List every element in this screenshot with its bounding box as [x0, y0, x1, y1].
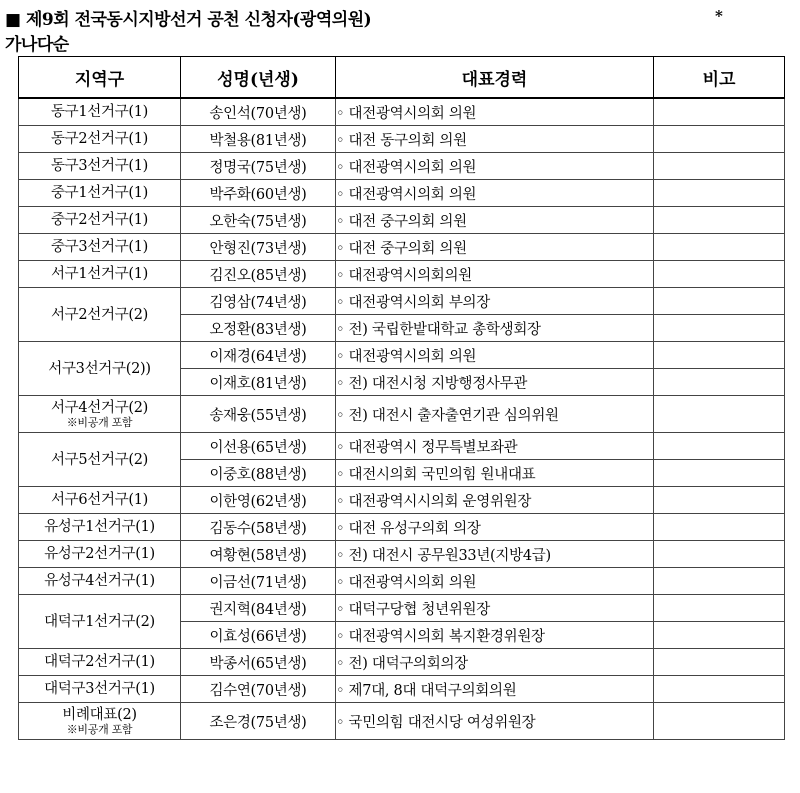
district-label: 대덕구3선거구(1) [44, 681, 155, 697]
district-label: 대덕구2선거구(1) [44, 654, 155, 670]
remarks-cell [654, 234, 785, 261]
candidate-name: 박종서(65년생) [181, 649, 336, 676]
district-cell [19, 487, 181, 514]
candidate-career: ◦ 대전 중구의회 의원 [336, 234, 654, 261]
candidate-name: 김동수(58년생) [181, 514, 336, 541]
header-remarks: 비고 [654, 57, 785, 99]
candidate-career: ◦ 대전 동구의회 의원 [336, 126, 654, 153]
remarks-cell [654, 153, 785, 180]
district-label: 유성구2선거구(1) [44, 546, 155, 562]
table-row [19, 676, 785, 703]
candidate-career: ◦ 대전광역시의회의원 [336, 261, 654, 288]
district-cell [19, 234, 181, 261]
table-row [19, 207, 785, 234]
table-row [19, 98, 785, 126]
district-cell [19, 207, 181, 234]
district-label: 서구2선거구(2) [50, 306, 149, 323]
candidate-name: 이금선(71년생) [181, 568, 336, 595]
document-title: ■ 제9회 전국동시지방선거 공천 신청자(광역의원) [5, 10, 372, 30]
candidate-career: ◦ 국민의힘 대전시당 여성위원장 [336, 703, 654, 740]
district-label: 중구2선거구(1) [50, 212, 149, 228]
table-row [19, 433, 785, 460]
district-cell [19, 676, 181, 703]
district-cell [19, 342, 181, 396]
district-label: 대덕구1선거구(2) [44, 613, 155, 630]
candidate-name: 여황현(58년생) [181, 541, 336, 568]
remarks-cell [654, 126, 785, 153]
header-district: 지역구 [19, 57, 181, 99]
candidates-table [18, 56, 785, 740]
remarks-cell [654, 180, 785, 207]
candidate-name: 김수연(70년생) [181, 676, 336, 703]
district-label: 유성구4선거구(1) [44, 573, 155, 589]
district-cell [19, 288, 181, 342]
candidate-career: ◦ 대전광역시의회 부의장 [336, 288, 654, 315]
candidate-name: 이한영(62년생) [181, 487, 336, 514]
district-note: ※비공개 포함 [66, 416, 133, 429]
table-row [19, 541, 785, 568]
candidate-name: 권지혁(84년생) [181, 595, 336, 622]
district-cell [19, 514, 181, 541]
candidate-name: 오한숙(75년생) [181, 207, 336, 234]
sort-order-label: 가나다순 [5, 35, 69, 55]
district-label: 동구2선거구(1) [50, 131, 149, 147]
district-label: 중구1선거구(1) [50, 185, 149, 201]
district-cell [19, 126, 181, 153]
remarks-cell [654, 342, 785, 369]
district-label: 서구3선거구(2)) [48, 360, 151, 377]
candidate-career: ◦ 대덕구당협 청년위원장 [336, 595, 654, 622]
candidate-career: ◦ 대전 유성구의회 의장 [336, 514, 654, 541]
table-row [19, 703, 785, 740]
candidate-name: 조은경(75년생) [181, 703, 336, 740]
table-row [19, 153, 785, 180]
candidate-name: 김영삼(74년생) [181, 288, 336, 315]
remarks-cell [654, 207, 785, 234]
candidate-name: 이재호(81년생) [181, 369, 336, 396]
district-label: 서구5선거구(2) [50, 451, 149, 468]
table-row [19, 396, 785, 433]
district-cell [19, 595, 181, 649]
candidate-name: 이효성(66년생) [181, 622, 336, 649]
candidate-name: 송재웅(55년생) [181, 396, 336, 433]
title-mark: * [715, 7, 723, 25]
district-cell [19, 541, 181, 568]
district-cell [19, 568, 181, 595]
candidate-career: ◦ 대전광역시의회 의원 [336, 98, 654, 126]
candidate-name: 정명국(75년생) [181, 153, 336, 180]
district-label: 중구3선거구(1) [50, 239, 149, 255]
candidate-career: ◦ 전) 대전시 공무원33년(지방4급) [336, 541, 654, 568]
candidate-career: ◦ 전) 대전시 출자출연기관 심의위원 [336, 396, 654, 433]
candidate-name: 김진오(85년생) [181, 261, 336, 288]
candidate-career: ◦ 대전시의회 국민의힘 원내대표 [336, 460, 654, 487]
remarks-cell [654, 261, 785, 288]
district-cell [19, 180, 181, 207]
candidate-career: ◦ 전) 국립한밭대학교 총학생회장 [336, 315, 654, 342]
candidate-career: ◦ 대전광역시시의회 운영위원장 [336, 487, 654, 514]
remarks-cell [654, 514, 785, 541]
district-cell [19, 153, 181, 180]
remarks-cell [654, 98, 785, 126]
remarks-cell [654, 369, 785, 396]
district-note: ※비공개 포함 [66, 723, 133, 736]
district-cell [19, 433, 181, 487]
candidate-career: ◦ 전) 대전시청 지방행정사무관 [336, 369, 654, 396]
candidate-career: ◦ 대전 중구의회 의원 [336, 207, 654, 234]
candidate-name: 송인석(70년생) [181, 98, 336, 126]
table-body [19, 98, 785, 740]
district-label: 서구4선거구(2) [50, 400, 149, 416]
remarks-cell [654, 622, 785, 649]
candidate-career: ◦ 대전광역시의회 의원 [336, 342, 654, 369]
remarks-cell [654, 568, 785, 595]
table-header-row [19, 57, 785, 99]
remarks-cell [654, 541, 785, 568]
district-cell [19, 396, 181, 433]
district-cell [19, 703, 181, 740]
district-label: 서구6선거구(1) [50, 492, 149, 508]
table-row [19, 487, 785, 514]
table-row [19, 342, 785, 369]
candidate-career: ◦ 제7대, 8대 대덕구의회의원 [336, 676, 654, 703]
district-label: 서구1선거구(1) [50, 266, 149, 282]
table-row [19, 514, 785, 541]
table-row [19, 234, 785, 261]
remarks-cell [654, 487, 785, 514]
district-label: 유성구1선거구(1) [44, 519, 155, 535]
candidate-name: 박주화(60년생) [181, 180, 336, 207]
district-label: 동구1선거구(1) [50, 104, 149, 120]
remarks-cell [654, 703, 785, 740]
table-row [19, 595, 785, 622]
remarks-cell [654, 676, 785, 703]
district-label: 비례대표(2) [62, 707, 137, 723]
remarks-cell [654, 649, 785, 676]
candidate-career: ◦ 대전광역시의회 의원 [336, 568, 654, 595]
remarks-cell [654, 433, 785, 460]
district-cell [19, 261, 181, 288]
candidate-career: ◦ 대전광역시의회 의원 [336, 180, 654, 207]
table-row [19, 288, 785, 315]
candidate-name: 이중호(88년생) [181, 460, 336, 487]
header-name: 성명(년생) [181, 57, 336, 99]
table-row [19, 568, 785, 595]
table-row [19, 261, 785, 288]
candidate-career: ◦ 대전광역시 정무특별보좌관 [336, 433, 654, 460]
candidate-career: ◦ 대전광역시의회 복지환경위원장 [336, 622, 654, 649]
table-row [19, 649, 785, 676]
header-career: 대표경력 [336, 57, 654, 99]
candidate-career: ◦ 전) 대덕구의회의장 [336, 649, 654, 676]
district-label: 동구3선거구(1) [50, 158, 149, 174]
candidate-name: 이선용(65년생) [181, 433, 336, 460]
remarks-cell [654, 396, 785, 433]
district-cell [19, 649, 181, 676]
candidate-name: 안형진(73년생) [181, 234, 336, 261]
remarks-cell [654, 288, 785, 315]
table-row [19, 180, 785, 207]
table-row [19, 126, 785, 153]
candidate-career: ◦ 대전광역시의회 의원 [336, 153, 654, 180]
remarks-cell [654, 315, 785, 342]
remarks-cell [654, 595, 785, 622]
candidate-name: 박철용(81년생) [181, 126, 336, 153]
remarks-cell [654, 460, 785, 487]
candidate-name: 오정환(83년생) [181, 315, 336, 342]
candidate-name: 이재경(64년생) [181, 342, 336, 369]
district-cell [19, 98, 181, 126]
